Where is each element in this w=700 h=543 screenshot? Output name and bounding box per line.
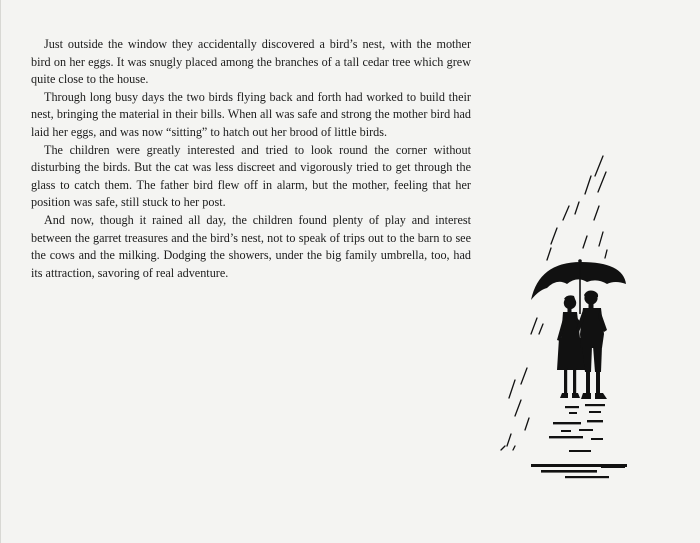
paragraph-3: The children were greatly interested and tried to look round the corner without disturbing the birds. But the cat was less discreet and vigorously tried to get through the glass to catch them. The father bird flew off in alarm, but the mother, feeling that her position was safe, still stuck to her post.	[31, 142, 471, 210]
paragraph-4: And now, though it rained all day, the children found plenty of play and interest between the garret treasures and the bird’s nest, not to speak of trips out to the barn to see the cows and the milking. Dodging the showers, under the big family umbrella, too, had its attraction, savoring of real adventure.	[31, 212, 471, 280]
umbrella-icon	[531, 259, 626, 314]
story-text	[31, 36, 471, 282]
puddle-reflections	[531, 404, 627, 478]
paragraph-1: Just outside the window they accidentally discovered a bird’s nest, with the mother bird on her eggs. It was snugly placed among the branches of a tall cedar tree which grew quite close to the house.	[31, 37, 471, 87]
children-umbrella-illustration	[491, 150, 641, 490]
paragraph-2: Through long busy days the two birds flying back and forth had worked to build their nest, bringing the material in their bills. When all was safe and strong the mother bird had laid her eggs, and was now “sitting” to hatch out her brood of little birds.	[31, 89, 471, 139]
